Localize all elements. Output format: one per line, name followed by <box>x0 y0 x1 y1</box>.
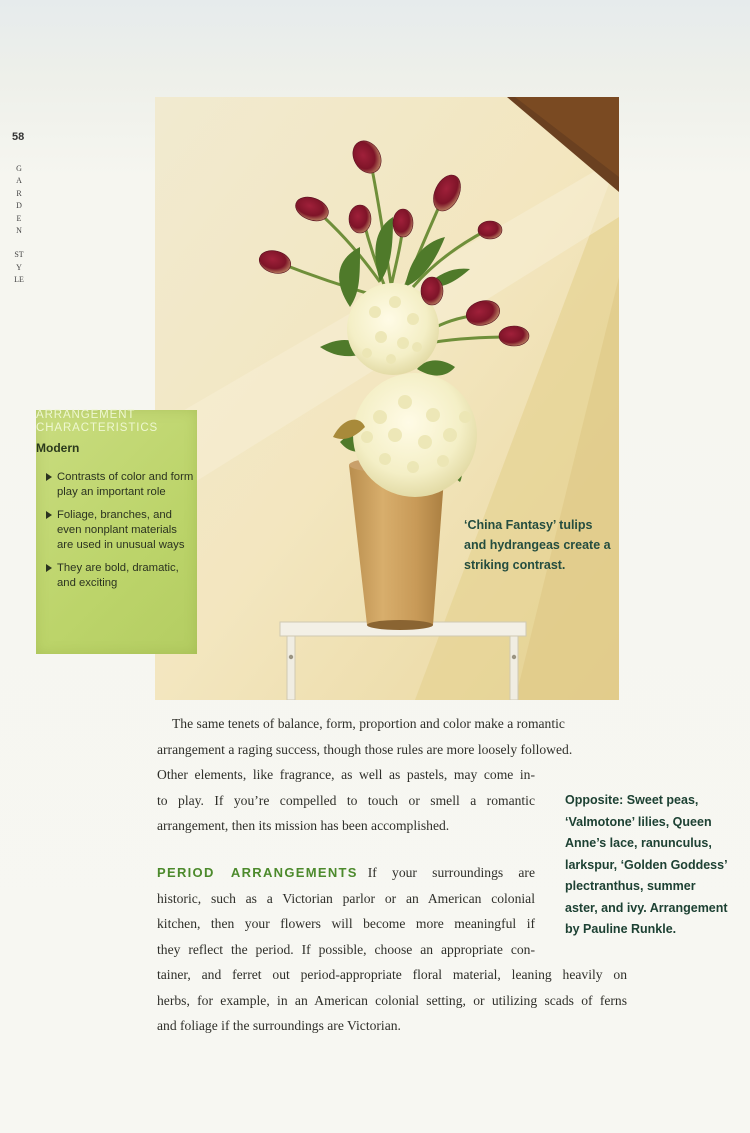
text-line: herbs, for example, in an American colonial setting, or utilizing scads of ferns <box>157 992 627 1008</box>
running-head <box>14 163 24 287</box>
text-line: arrangement, then its mission has been accomplished. <box>157 818 450 833</box>
body-paragraph-2 <box>157 860 627 1039</box>
text-line: The same tenets of balance, form, proportion and color make a romantic <box>172 716 565 731</box>
text-line: and foliage if the surroundings are Victorian. <box>157 1018 401 1033</box>
text-line: to play. If you’re compelled to touch or smell a romantic <box>157 792 535 808</box>
list-item: They are bold, dramatic, and exciting <box>46 561 194 591</box>
text-line: Other elements, like fragrance, as well as pastels, may come in- <box>157 767 535 782</box>
sidebar-heading: ARRANGEMENT CHARACTERISTICS <box>36 409 159 434</box>
text-line: historic, such as a Victorian parlor or an American colonial <box>157 890 535 906</box>
text-line: PERIOD ARRANGEMENTS If your surroundings are <box>157 865 535 880</box>
section-heading: PERIOD ARRANGEMENTS <box>157 865 358 880</box>
page-number: 58 <box>12 131 25 143</box>
list-item: Foliage, branches, and even nonplant materials are used in unusual ways <box>46 508 194 553</box>
triangle-bullet-icon <box>46 511 52 519</box>
text-line: tainer, and ferret out period-appropriate floral material, leaning heavily on <box>157 967 627 982</box>
running-head-word: STYLE <box>14 250 24 285</box>
opposite-caption: Opposite: Sweet peas, ‘Valmotone’ lilies, Queen Anne’s lace, ranunculus, larkspur, ‘Golden Goddess’ plectranthus, summer aster, and ivy. Arrangement by Pauline Runkle. <box>565 793 728 936</box>
list-item: Contrasts of color and form play an important role <box>46 470 194 500</box>
text-line: arrangement a raging success, though those rules are more loosely followed. <box>157 741 573 757</box>
triangle-bullet-icon <box>46 473 52 481</box>
photo-caption: ‘China Fantasy’ tulips and hydrangeas create a striking contrast. <box>464 518 611 572</box>
triangle-bullet-icon <box>46 564 52 572</box>
characteristics-list <box>46 470 194 599</box>
arrangement-characteristics-box <box>36 410 197 654</box>
text-line: they reflect the period. If possible, choose an appropriate con- <box>157 941 535 957</box>
flower-arrangement-photo <box>155 97 619 700</box>
text-line: kitchen, then your flowers will become more meaningful if <box>157 916 535 931</box>
body-paragraph-1 <box>157 711 573 839</box>
sidebar-style-label: Modern <box>36 441 80 455</box>
running-head-word: GARDEN <box>16 164 22 236</box>
